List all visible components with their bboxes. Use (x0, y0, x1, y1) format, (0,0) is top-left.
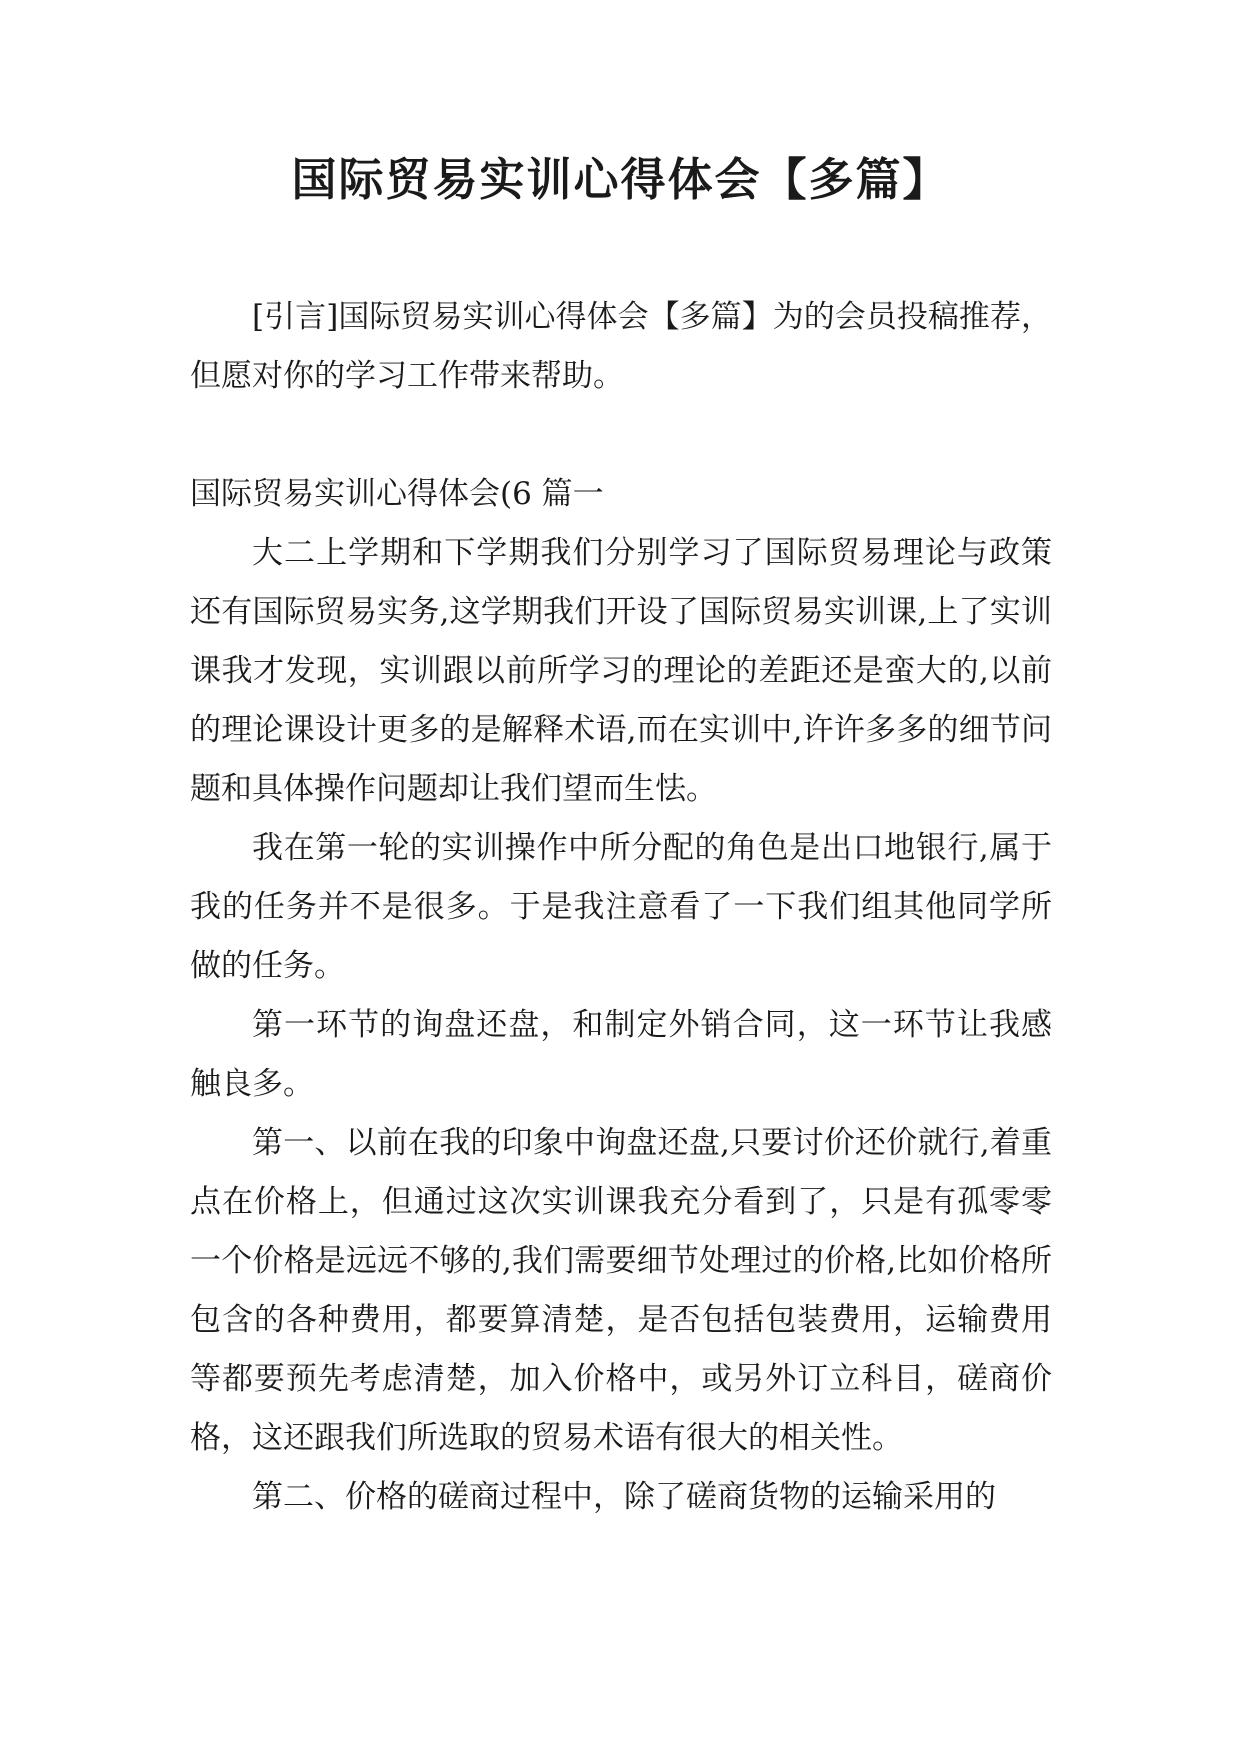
body-paragraph: 第一、以前在我的印象中询盘还盘,只要讨价还价就行,着重点在价格上，但通过这次实训课我充分看到了，只是有孤零零一个价格是远远不够的,我们需要细节处理过的价格,比如价格所包含的各种费用，都要算清楚，是否包括包装费用，运输费用等都要预先考虑清楚，加入价格中，或另外订立科目，磋商价格，这还跟我们所选取的贸易术语有很大的相关性。 (190, 1125, 1052, 1456)
document-body (190, 288, 1052, 1527)
body-paragraph: 大二上学期和下学期我们分别学习了国际贸易理论与政策还有国际贸易实务,这学期我们开设了国际贸易实训课,上了实训课我才发现，实训跟以前所学习的理论的差距还是蛮大的,以前的理论课设计更多的是解释术语,而在实训中,许许多多的细节问题和具体操作问题却让我们望而生怯。 (190, 535, 1052, 807)
body-paragraph: 我在第一轮的实训操作中所分配的角色是出口地银行,属于我的任务并不是很多。于是我注意看了一下我们组其他同学所做的任务。 (190, 830, 1052, 984)
document-title: 国际贸易实训心得体会【多篇】 (291, 153, 950, 206)
body-paragraph: 第二、价格的磋商过程中，除了磋商货物的运输采用的 (252, 1479, 996, 1515)
section-heading: 国际贸易实训心得体会(6 篇一 (190, 476, 604, 512)
intro-paragraph: [引言]国际贸易实训心得体会【多篇】为的会员投稿推荐，但愿对你的学习工作带来帮助。 (190, 299, 1052, 394)
body-paragraph: 第一环节的询盘还盘，和制定外销合同，这一环节让我感触良多。 (190, 1007, 1052, 1102)
